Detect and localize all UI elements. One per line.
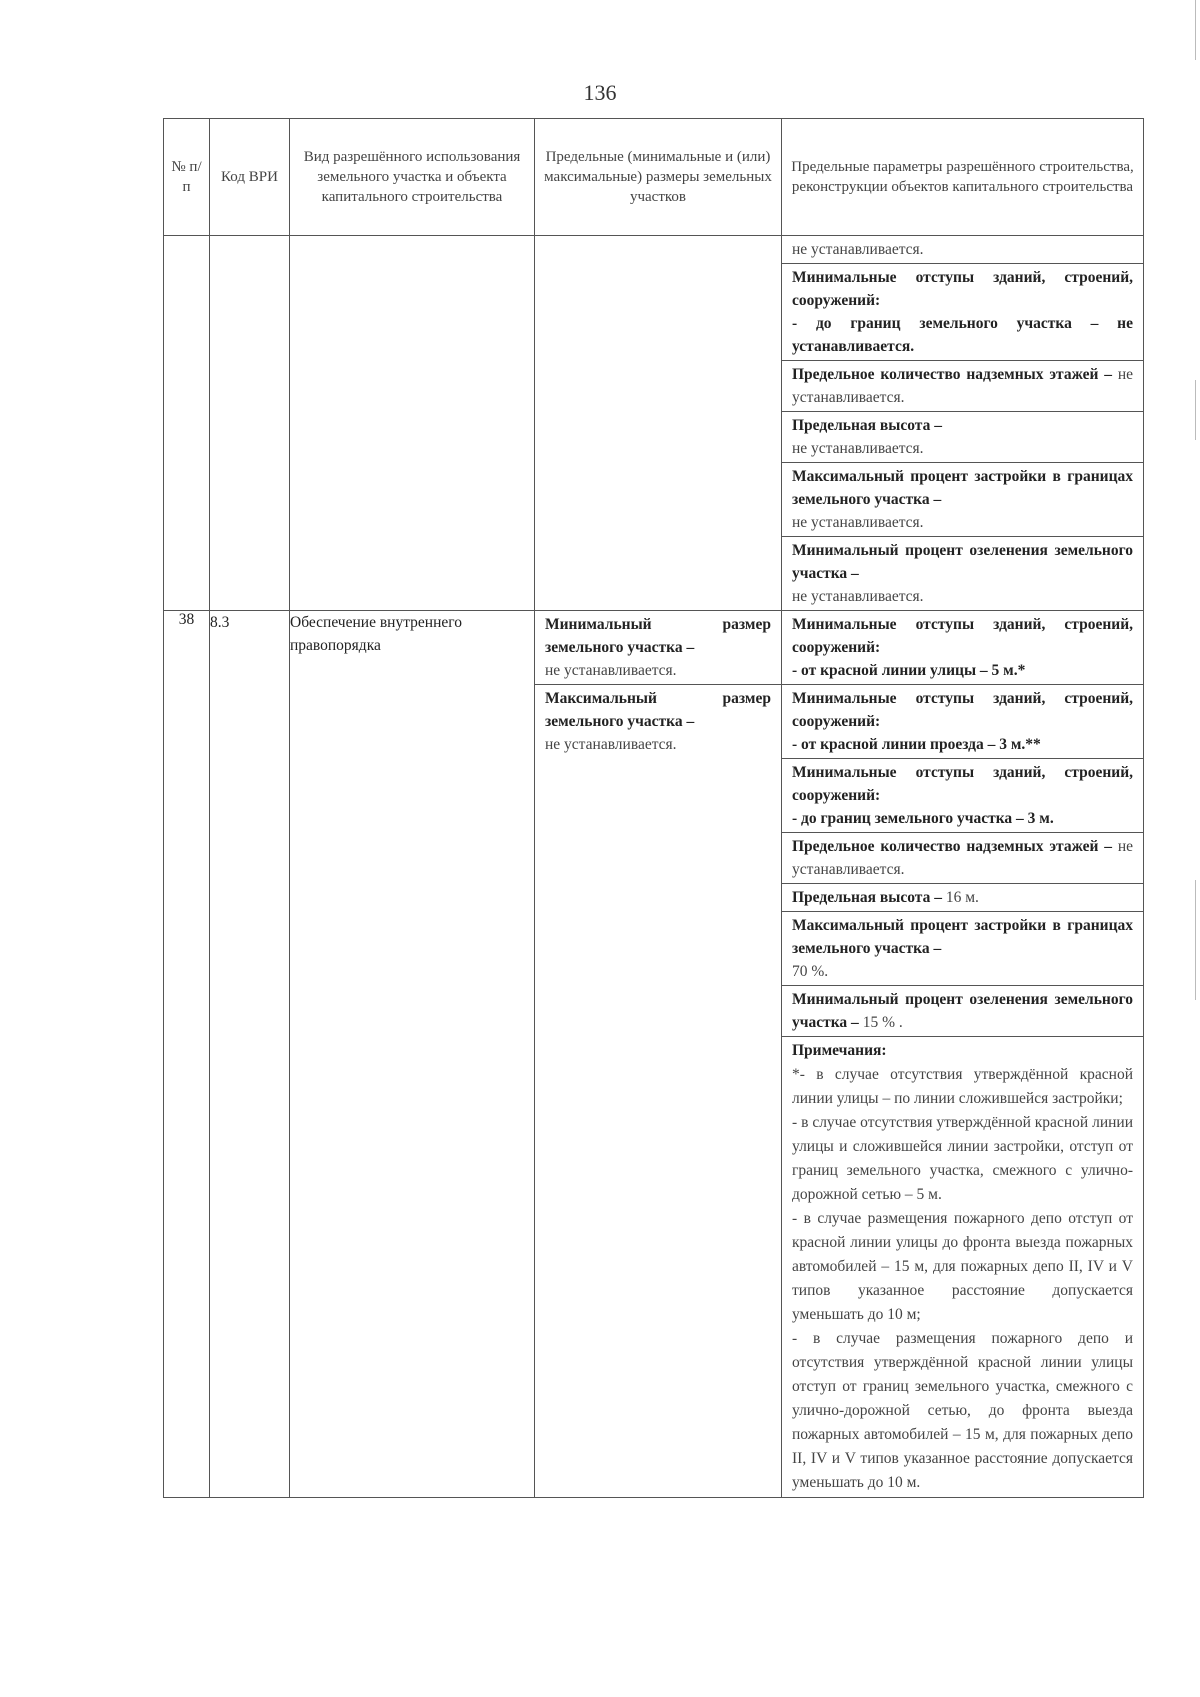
param-heading: Минимальные отступы зданий, строений, сооружений: xyxy=(792,764,1133,804)
cell-land-sizes xyxy=(535,611,782,1498)
param-block xyxy=(782,986,1143,1037)
param-text: - от красной линии улицы – 5 м.* xyxy=(792,662,1026,679)
table-row-38 xyxy=(164,611,1144,1498)
param-heading: Минимальный процент озеленения земельного участка – xyxy=(792,542,1133,582)
header-construction-params: Предельные параметры разрешённого строительства, реконструкции объектов капитального строительства xyxy=(782,119,1144,236)
param-heading: Предельная высота – xyxy=(792,417,942,434)
header-number: № п/п xyxy=(164,119,210,236)
param-block xyxy=(782,537,1143,610)
param-block xyxy=(782,236,1143,264)
size-heading: Минимальный размер земельного участка – xyxy=(545,616,771,656)
param-text: 70 %. xyxy=(792,963,829,980)
note-item: - в случае размещения пожарного депо и отсутствия утверждённой красной линии улицы отступ от границ земельного участка, смежного с улично-дорожной сетью, до фронта выезда пожарных автомобилей – 15 м, для пожарных депо II, IV и V типов указанное расстояние допускается уменьшать до 10 м. xyxy=(792,1330,1133,1491)
param-text: 16 м. xyxy=(945,889,979,906)
param-block xyxy=(782,884,1143,912)
size-text: не устанавливается. xyxy=(545,736,677,753)
cell-use-type-empty xyxy=(290,236,535,611)
param-heading: Минимальные отступы зданий, строений, сооружений: xyxy=(792,269,1133,309)
param-heading: Предельная высота – xyxy=(792,889,942,906)
note-item: *- в случае отсутствия утверждённой красной линии улицы – по линии сложившейся застройки; xyxy=(792,1066,1133,1107)
param-block xyxy=(782,463,1143,537)
header-use-type: Вид разрешённого использования земельного участка и объекта капитального строительства xyxy=(290,119,535,236)
header-land-sizes: Предельные (минимальные и (или) максимальные) размеры земельных участков xyxy=(535,119,782,236)
param-text: не устанавливается. xyxy=(792,588,924,605)
param-heading: Минимальные отступы зданий, строений, сооружений: xyxy=(792,616,1133,656)
param-block xyxy=(782,759,1143,833)
param-text: - от красной линии проезда – 3 м.** xyxy=(792,736,1041,753)
param-block xyxy=(782,833,1143,884)
param-block xyxy=(782,412,1143,463)
param-text: 15 % . xyxy=(862,1014,903,1031)
cell-use-type: Обеспечение внутреннего правопорядка xyxy=(290,611,535,1498)
param-heading: Минимальные отступы зданий, строений, сооружений: xyxy=(792,690,1133,730)
param-heading: Максимальный процент застройки в границах земельного участка – xyxy=(792,468,1133,508)
param-text: не устанавливается. xyxy=(792,440,924,457)
cell-row-number: 38 xyxy=(164,611,210,1498)
size-text: не устанавливается. xyxy=(545,662,677,679)
size-heading: Максимальный размер земельного участка – xyxy=(545,690,771,730)
param-text: не устанавливается. xyxy=(792,241,924,258)
param-block xyxy=(782,611,1143,685)
cell-code-empty xyxy=(210,236,290,611)
param-heading: Максимальный процент застройки в границах земельного участка – xyxy=(792,917,1133,957)
param-block xyxy=(782,912,1143,986)
scan-edge-mark xyxy=(1195,380,1196,440)
param-heading: Минимальный процент озеленения земельного участка – xyxy=(792,991,1133,1031)
cell-construction-params xyxy=(782,611,1144,1498)
param-text: не устанавливается. xyxy=(792,514,924,531)
size-block xyxy=(535,611,781,685)
notes-block xyxy=(782,1037,1143,1497)
scan-edge-mark xyxy=(1195,0,1196,60)
param-heading: Предельное количество надземных этажей – xyxy=(792,366,1112,383)
cell-vri-code: 8.3 xyxy=(210,611,290,1498)
note-item: - в случае размещения пожарного депо отступ от красной линии улицы до фронта выезда пожарных автомобилей – 15 м, для пожарных депо II, IV и V типов указанное расстояние допускается уменьшать до 10 м; xyxy=(792,1210,1133,1323)
size-block xyxy=(535,685,781,758)
cell-params-continuation xyxy=(782,236,1144,611)
param-block xyxy=(782,685,1143,759)
notes-heading: Примечания: xyxy=(792,1042,887,1059)
table-row-continuation xyxy=(164,236,1144,611)
cell-number-empty xyxy=(164,236,210,611)
param-block xyxy=(782,361,1143,412)
header-code: Код ВРИ xyxy=(210,119,290,236)
regulations-table xyxy=(163,118,1144,1498)
note-item: - в случае отсутствия утверждённой красной линии улицы и сложившейся линии застройки, отступ от границ земельного участка, смежного с улично-дорожной сетью – 5 м. xyxy=(792,1114,1133,1203)
page-number: 136 xyxy=(583,80,617,105)
param-text: - до границ земельного участка – не устанавливается. xyxy=(792,315,1133,355)
param-block xyxy=(782,264,1143,361)
param-text: - до границ земельного участка – 3 м. xyxy=(792,810,1054,827)
table-header-row xyxy=(164,119,1144,236)
param-text: не устанавливается. xyxy=(792,838,1133,878)
param-heading: Предельное количество надземных этажей – xyxy=(792,838,1112,855)
cell-sizes-empty xyxy=(535,236,782,611)
scan-edge-mark xyxy=(1195,880,1196,1000)
param-text: не устанавливается. xyxy=(792,366,1133,406)
